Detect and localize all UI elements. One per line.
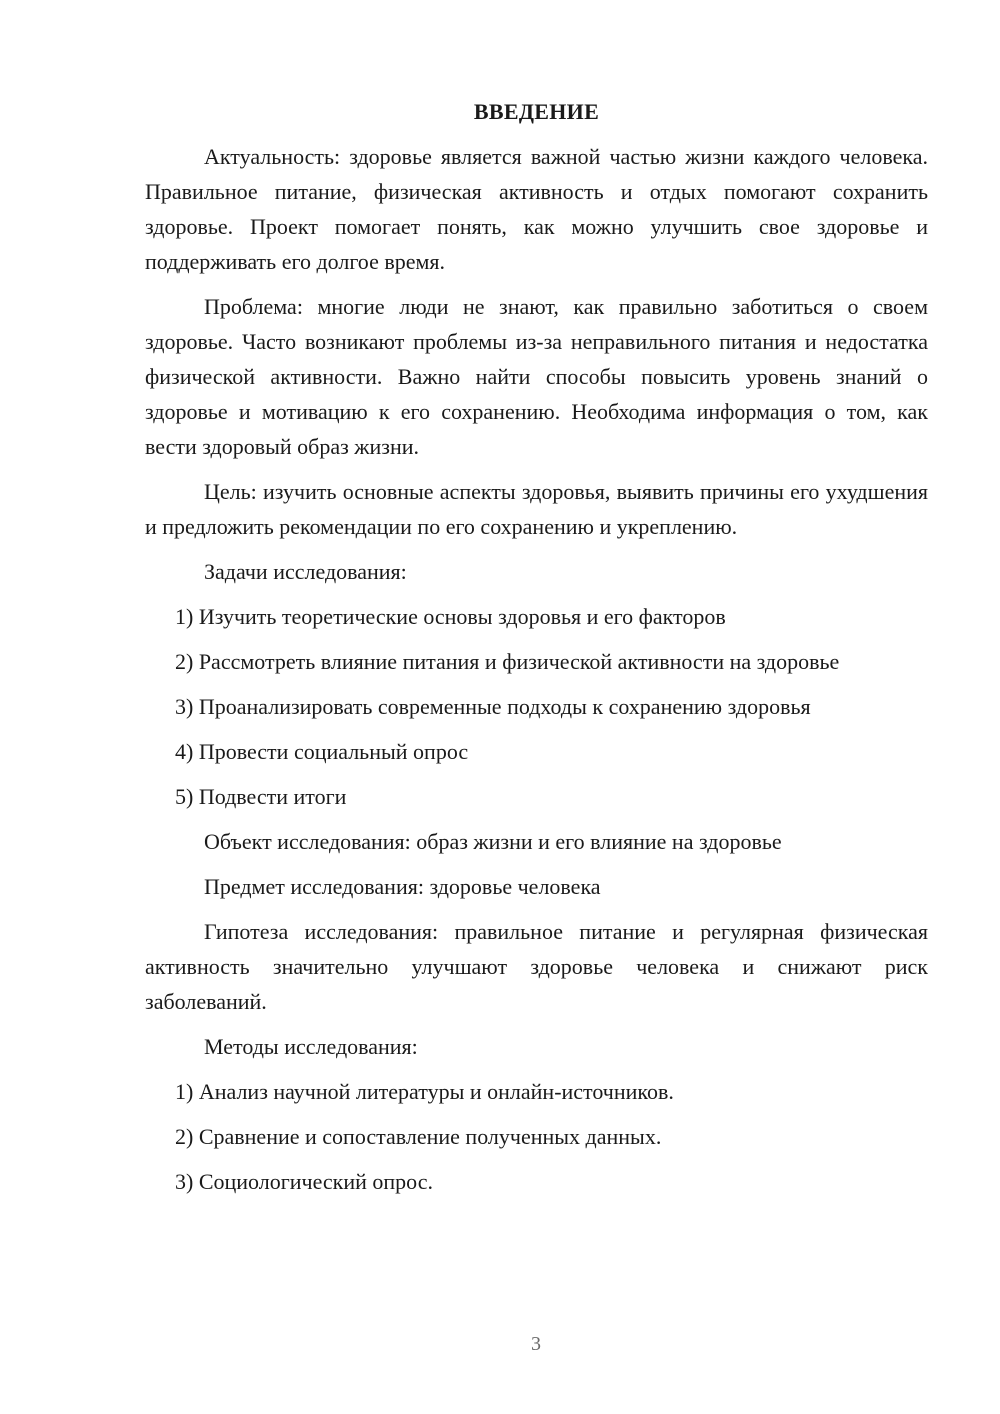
page-content <box>145 94 928 1209</box>
subject-paragraph: Предмет исследования: здоровье человека <box>204 874 601 899</box>
method-item: 1) Анализ научной литературы и онлайн-источников. <box>175 1079 674 1104</box>
section-title: ВВЕДЕНИЕ <box>473 99 600 124</box>
tasks-list <box>145 599 928 814</box>
methods-list <box>145 1074 928 1199</box>
relevance-paragraph: Актуальность: здоровье является важной частью жизни каждого человека. Правильное питание, физическая активность и отдых помогают сохранить здоровье. Проект помогает понять, как можно улучшить свое здоровье и поддерживать его долгое время. <box>145 144 928 274</box>
hypothesis-paragraph: Гипотеза исследования: правильное питание и регулярная физическая активность значительно улучшают здоровье человека и снижают риск заболеваний. <box>145 919 928 1014</box>
problem-paragraph: Проблема: многие люди не знают, как правильно заботиться о своем здоровье. Часто возникают проблемы из-за неправильного питания и недостатка физической активности. Важно найти способы повысить уровень знаний о здоровье и мотивацию к его сохранению. Необходима информация о том, как вести здоровый образ жизни. <box>145 294 928 459</box>
task-item: 5) Подвести итоги <box>175 784 347 809</box>
task-item: 2) Рассмотреть влияние питания и физической активности на здоровье <box>175 649 840 674</box>
task-item: 3) Проанализировать современные подходы к сохранению здоровья <box>175 694 811 719</box>
task-item: 4) Провести социальный опрос <box>175 739 469 764</box>
goal-paragraph: Цель: изучить основные аспекты здоровья, выявить причины его ухудшения и предложить рекомендации по его сохранению и укреплению. <box>145 479 928 539</box>
method-item: 3) Социологический опрос. <box>175 1169 433 1194</box>
method-item: 2) Сравнение и сопоставление полученных данных. <box>175 1124 662 1149</box>
object-paragraph: Объект исследования: образ жизни и его влияние на здоровье <box>204 829 782 854</box>
tasks-heading: Задачи исследования: <box>204 559 407 584</box>
page-number: 3 <box>531 1333 541 1355</box>
methods-heading: Методы исследования: <box>204 1034 418 1059</box>
task-item: 1) Изучить теоретические основы здоровья и его факторов <box>175 604 726 629</box>
